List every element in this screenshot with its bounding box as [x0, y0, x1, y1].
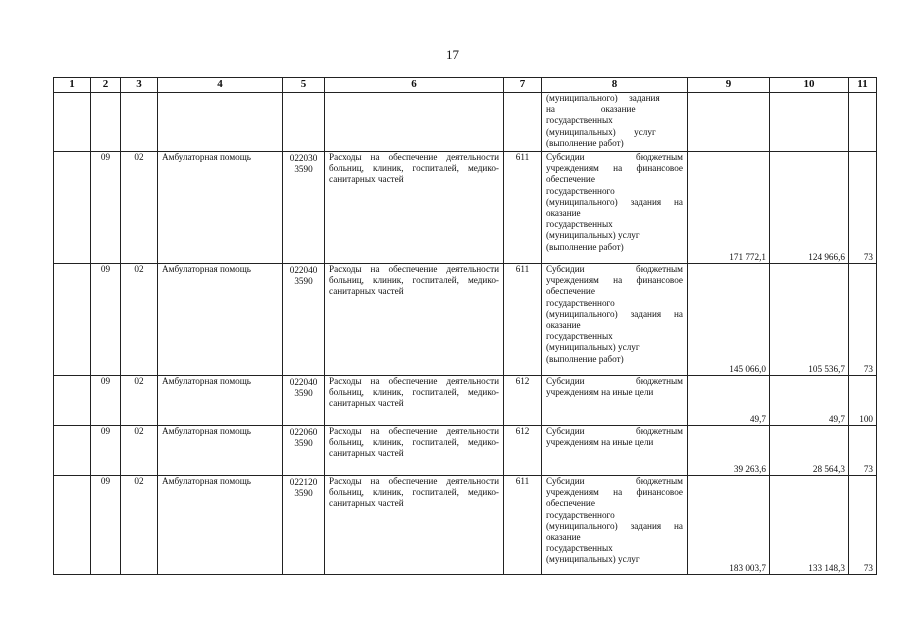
actual-amount: 124 966,6 [770, 152, 849, 264]
execution-percent: 100 [849, 376, 877, 426]
target-name: Расходы на обеспечение деятельности больниц, клиник, госпиталей, медико-санитарных частей [325, 152, 504, 264]
table-row [54, 152, 877, 264]
execution-percent: 73 [849, 476, 877, 575]
target-name: Расходы на обеспечение деятельности больниц, клиник, госпиталей, медико-санитарных частей [325, 476, 504, 575]
expense-type: Субсидии бюджетным учреждениям на иные цели [542, 426, 688, 476]
expense-type: Субсидии бюджетным учреждениям на иные цели [542, 376, 688, 426]
actual-amount: 105 536,7 [770, 264, 849, 376]
header-col-7: 7 [504, 78, 542, 93]
table-header-row [54, 78, 877, 93]
target-name: Расходы на обеспечение деятельности больниц, клиник, госпиталей, медико-санитарных частей [325, 426, 504, 476]
header-col-10: 10 [770, 78, 849, 93]
section-code: 09 [91, 152, 121, 264]
table-row [54, 264, 877, 376]
actual-amount: 133 148,3 [770, 476, 849, 575]
target-code: 022040 3590 [283, 376, 325, 426]
expense-code: 611 [504, 152, 542, 264]
execution-percent: 73 [849, 426, 877, 476]
header-col-5: 5 [283, 78, 325, 93]
expense-code: 612 [504, 376, 542, 426]
subsection-name: Амбулаторная помощь [158, 376, 283, 426]
actual-amount: 49,7 [770, 376, 849, 426]
subsection-code: 02 [121, 152, 158, 264]
budget-table [53, 77, 877, 575]
planned-amount: 183 003,7 [688, 476, 770, 575]
header-col-9: 9 [688, 78, 770, 93]
planned-amount: 145 066,0 [688, 264, 770, 376]
subsection-code: 02 [121, 476, 158, 575]
target-code: 022040 3590 [283, 264, 325, 376]
subsection-name: Амбулаторная помощь [158, 152, 283, 264]
execution-percent: 73 [849, 152, 877, 264]
header-col-6: 6 [325, 78, 504, 93]
expense-type: Субсидии бюджетным учреждениям на финансовое обеспечение государственного (муниципального) задания на оказание государственных (муниципальных) услуг [542, 476, 688, 575]
header-col-8: 8 [542, 78, 688, 93]
target-code: 022060 3590 [283, 426, 325, 476]
subsection-name: Амбулаторная помощь [158, 426, 283, 476]
subsection-name: Амбулаторная помощь [158, 264, 283, 376]
target-name: Расходы на обеспечение деятельности больниц, клиник, госпиталей, медико-санитарных частей [325, 376, 504, 426]
table-row [54, 476, 877, 575]
header-col-1: 1 [54, 78, 91, 93]
table-row [54, 426, 877, 476]
section-code: 09 [91, 376, 121, 426]
subsection-name: Амбулаторная помощь [158, 476, 283, 575]
execution-percent: 73 [849, 264, 877, 376]
header-col-3: 3 [121, 78, 158, 93]
target-code: 022120 3590 [283, 476, 325, 575]
expense-type: Субсидии бюджетным учреждениям на финансовое обеспечение государственного (муниципального) задания на оказание государственных (муниципальных) услуг (выполнение работ) [542, 264, 688, 376]
actual-amount: 28 564,3 [770, 426, 849, 476]
planned-amount: 171 772,1 [688, 152, 770, 264]
subsection-code: 02 [121, 426, 158, 476]
expense-code: 611 [504, 476, 542, 575]
planned-amount: 39 263,6 [688, 426, 770, 476]
section-code: 09 [91, 426, 121, 476]
expense-code: 611 [504, 264, 542, 376]
header-col-11: 11 [849, 78, 877, 93]
expense-code: 612 [504, 426, 542, 476]
target-name: Расходы на обеспечение деятельности больниц, клиник, госпиталей, медико-санитарных частей [325, 264, 504, 376]
header-col-2: 2 [91, 78, 121, 93]
expense-type: Субсидии бюджетным учреждениям на финансовое обеспечение государственного (муниципального) задания на оказание государственных (муниципальных) услуг (выполнение работ) [542, 152, 688, 264]
target-code: 022030 3590 [283, 152, 325, 264]
subsection-code: 02 [121, 376, 158, 426]
page-number: 17 [446, 47, 459, 62]
section-code: 09 [91, 476, 121, 575]
subsection-code: 02 [121, 264, 158, 376]
header-col-4: 4 [158, 78, 283, 93]
continuation-row [54, 93, 877, 152]
table-row [54, 376, 877, 426]
planned-amount: 49,7 [688, 376, 770, 426]
continuation-expense-type: (муниципального) задания на оказание государственных (муниципальных) услуг (выполнение работ) [542, 93, 688, 152]
section-code: 09 [91, 264, 121, 376]
